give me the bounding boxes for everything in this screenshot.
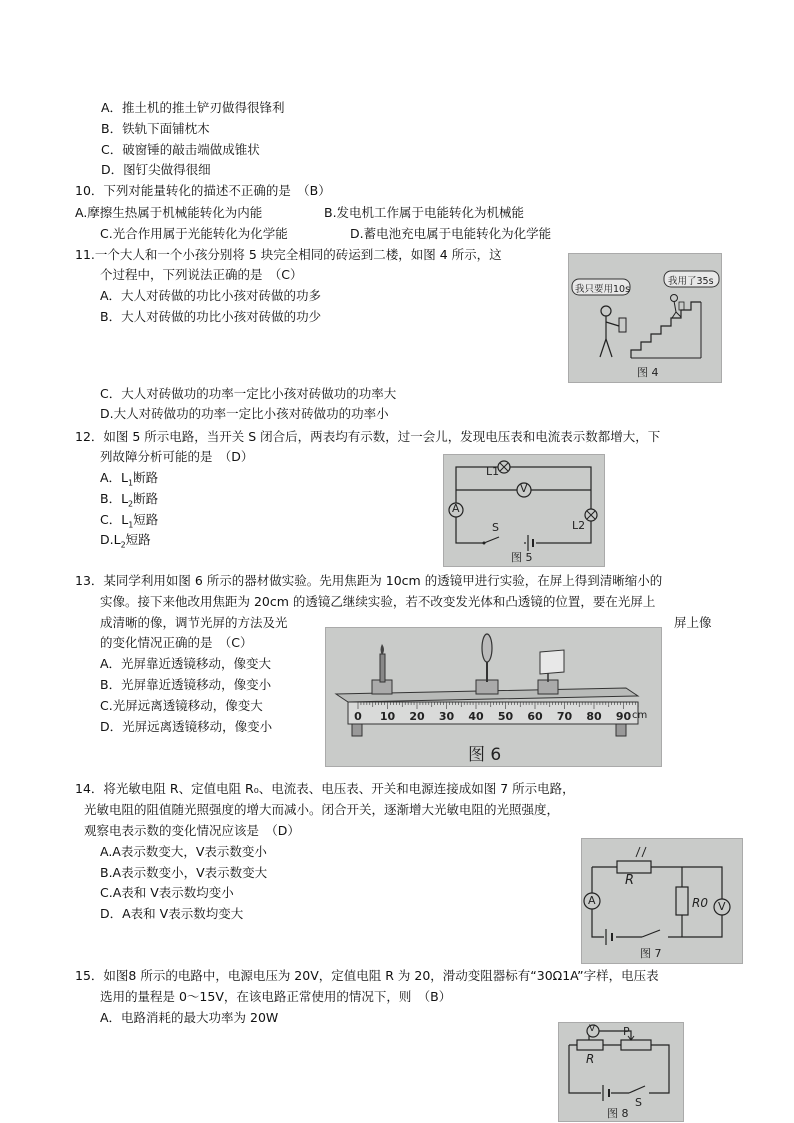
q15-option-a: A．电路消耗的最大功率为 20W (100, 1010, 279, 1025)
q10-option-b: B.发电机工作属于电能转化为机械能 (324, 205, 525, 220)
ruler-tick-label: 40 (468, 710, 484, 723)
ruler-tick-label: 0 (354, 710, 362, 723)
figure-7-fixed-resistor-label: R0 (692, 896, 708, 910)
figure-7 (581, 838, 743, 964)
q13-stem-line4: 的变化情况正确的是 （C） (100, 635, 253, 650)
q12-option-b: B．$L_2$断路 (100, 491, 159, 509)
figure-8-switch-label: S (635, 1096, 642, 1109)
figure-6-caption: 图 6 (468, 745, 502, 765)
q12-stem-line2: 列故障分析可能的是 （D） (100, 449, 254, 464)
q13-option-b: B．光屏靠近透镜移动，像变小 (100, 677, 272, 692)
ruler-tick-label: 60 (527, 710, 543, 723)
ruler-tick-label: 50 (497, 710, 514, 723)
figure-5-lamp-l2-label: L2 (572, 519, 586, 532)
figure-8-voltmeter-label: V (589, 1024, 596, 1034)
ruler-tick-label: 90 (615, 710, 632, 723)
ruler-tick-label: 30 (438, 710, 455, 723)
q11-option-d: D.大人对砖做功的功率一定比小孩对砖做功的功率小 (100, 406, 389, 421)
figure-4 (568, 253, 722, 383)
figure-5-lamp-l1-label: L1 (486, 465, 500, 478)
q10-option-d: D.蓄电池充电属于电能转化为化学能 (350, 226, 552, 241)
figure-5-switch-label: S (492, 521, 499, 534)
figure-7-ammeter-label: A (588, 894, 596, 907)
figure-6 (325, 627, 662, 767)
q14-option-d: D．A表和 V表示数均变大 (100, 906, 244, 921)
q15-stem-line2: 选用的量程是 0～15V，在该电路正常使用的情况下，则 （B） (100, 989, 452, 1004)
figure-7-photoresistor-label: R (625, 873, 635, 888)
q12-stem-line1: 12．如图 5 所示电路，当开关 S 闭合后，两表均有示数，过一会儿，发现电压表和电流表示数都增大，下 (75, 429, 661, 444)
q12-option-c: C．$L_1$短路 (100, 512, 159, 530)
q11-stem-line1: 11.一个大人和一个小孩分别将 5 块完全相同的砖运到二楼，如图 4 所示，这 (75, 247, 502, 262)
q14-stem-line3: 观察电表示数的变化情况应该是 （D） (84, 823, 300, 838)
figure-5 (443, 454, 605, 567)
q13-option-a: A．光屏靠近透镜移动，像变大 (100, 656, 272, 671)
figure-6-unit-label: cm (632, 710, 648, 721)
figure-8-resistor-label: R (586, 1052, 595, 1066)
q14-stem-line2: 光敏电阻的阻值随光照强度的增大而减小。闭合开关，逐渐增大光敏电阻的光照强度， (84, 802, 560, 817)
figure-8-slider-label: P (623, 1025, 630, 1038)
q13-stem-line3a: 成清晰的像，调节光屏的方法及光 (100, 615, 288, 630)
q13-stem-line2: 实像。接下来他改用焦距为 20cm 的透镜乙继续实验，若不改变发光体和凸透镜的位置，要在光屏上 (100, 594, 656, 609)
q12-option-d: $D.L_2$短路 (100, 532, 151, 550)
q14-option-c: C.A表和 V表示数均变小 (100, 885, 234, 900)
ruler-tick-label: 80 (586, 710, 602, 723)
q9-option-b: B．铁轨下面铺枕木 (101, 121, 210, 136)
q11-option-b: B．大人对砖做的功比小孩对砖做的功少 (100, 309, 322, 324)
q11-option-a: A．大人对砖做的功比小孩对砖做的功多 (100, 288, 322, 303)
q11-stem-line2: 个过程中，下列说法正确的是 （C） (100, 267, 303, 282)
figure-5-voltmeter-label: V (520, 482, 528, 495)
figure-7-voltmeter-label: V (718, 900, 726, 913)
q12-option-a: A．$L_1$断路 (100, 470, 159, 488)
q10-option-c: C.光合作用属于光能转化为化学能 (100, 226, 288, 241)
q13-stem-line3b: 屏上像 (674, 615, 712, 630)
ruler-tick-label: 70 (556, 710, 573, 723)
figure-8 (558, 1022, 684, 1122)
q14-option-a: A.A表示数变大，V表示数变小 (100, 844, 267, 859)
q10-stem: 10．下列对能量转化的描述不正确的是 （B） (75, 183, 331, 198)
q11-option-c: C．大人对砖做功的功率一定比小孩对砖做功的功率大 (100, 386, 397, 401)
figure-4-bubble-adult: 我只要用10s (575, 284, 631, 295)
q9-option-a: A．推土机的推土铲刃做得很锋利 (101, 100, 285, 115)
figure-4-caption: 图 4 (637, 366, 659, 379)
q9-option-d: D．图钉尖做得很细 (101, 162, 211, 177)
q13-option-c: C.光屏远离透镜移动，像变大 (100, 698, 263, 713)
figure-5-ammeter-label: A (452, 502, 460, 515)
ruler-tick-label: 10 (379, 710, 396, 723)
q13-option-d: D．光屏远离透镜移动，像变小 (100, 719, 273, 734)
q14-option-b: B.A表示数变小，V表示数变大 (100, 865, 268, 880)
figure-4-bubble-child: 我用了35s (668, 276, 714, 287)
q13-stem-line1: 13．某同学利用如图 6 所示的器材做实验。先用焦距为 10cm 的透镜甲进行实验，在屏上得到清晰缩小的 (75, 573, 663, 588)
q14-stem-line1: 14．将光敏电阻 R、定值电阻 R₀、电流表、电压表、开关和电源连接成如图 7 所示电路， (75, 781, 575, 796)
q9-option-c: C．破窗锤的敲击端做成锥状 (101, 142, 260, 157)
ruler-tick-label: 20 (409, 710, 425, 723)
figure-8-caption: 图 8 (607, 1107, 629, 1120)
figure-5-caption: 图 5 (511, 551, 533, 564)
q15-stem-line1: 15．如图8 所示的电路中，电源电压为 20V，定值电阻 R 为 20，滑动变阻器标有“30Ω1A”字样，电压表 (75, 968, 659, 983)
q10-option-a: A.摩擦生热属于机械能转化为内能 (75, 205, 263, 220)
figure-7-caption: 图 7 (640, 947, 662, 960)
